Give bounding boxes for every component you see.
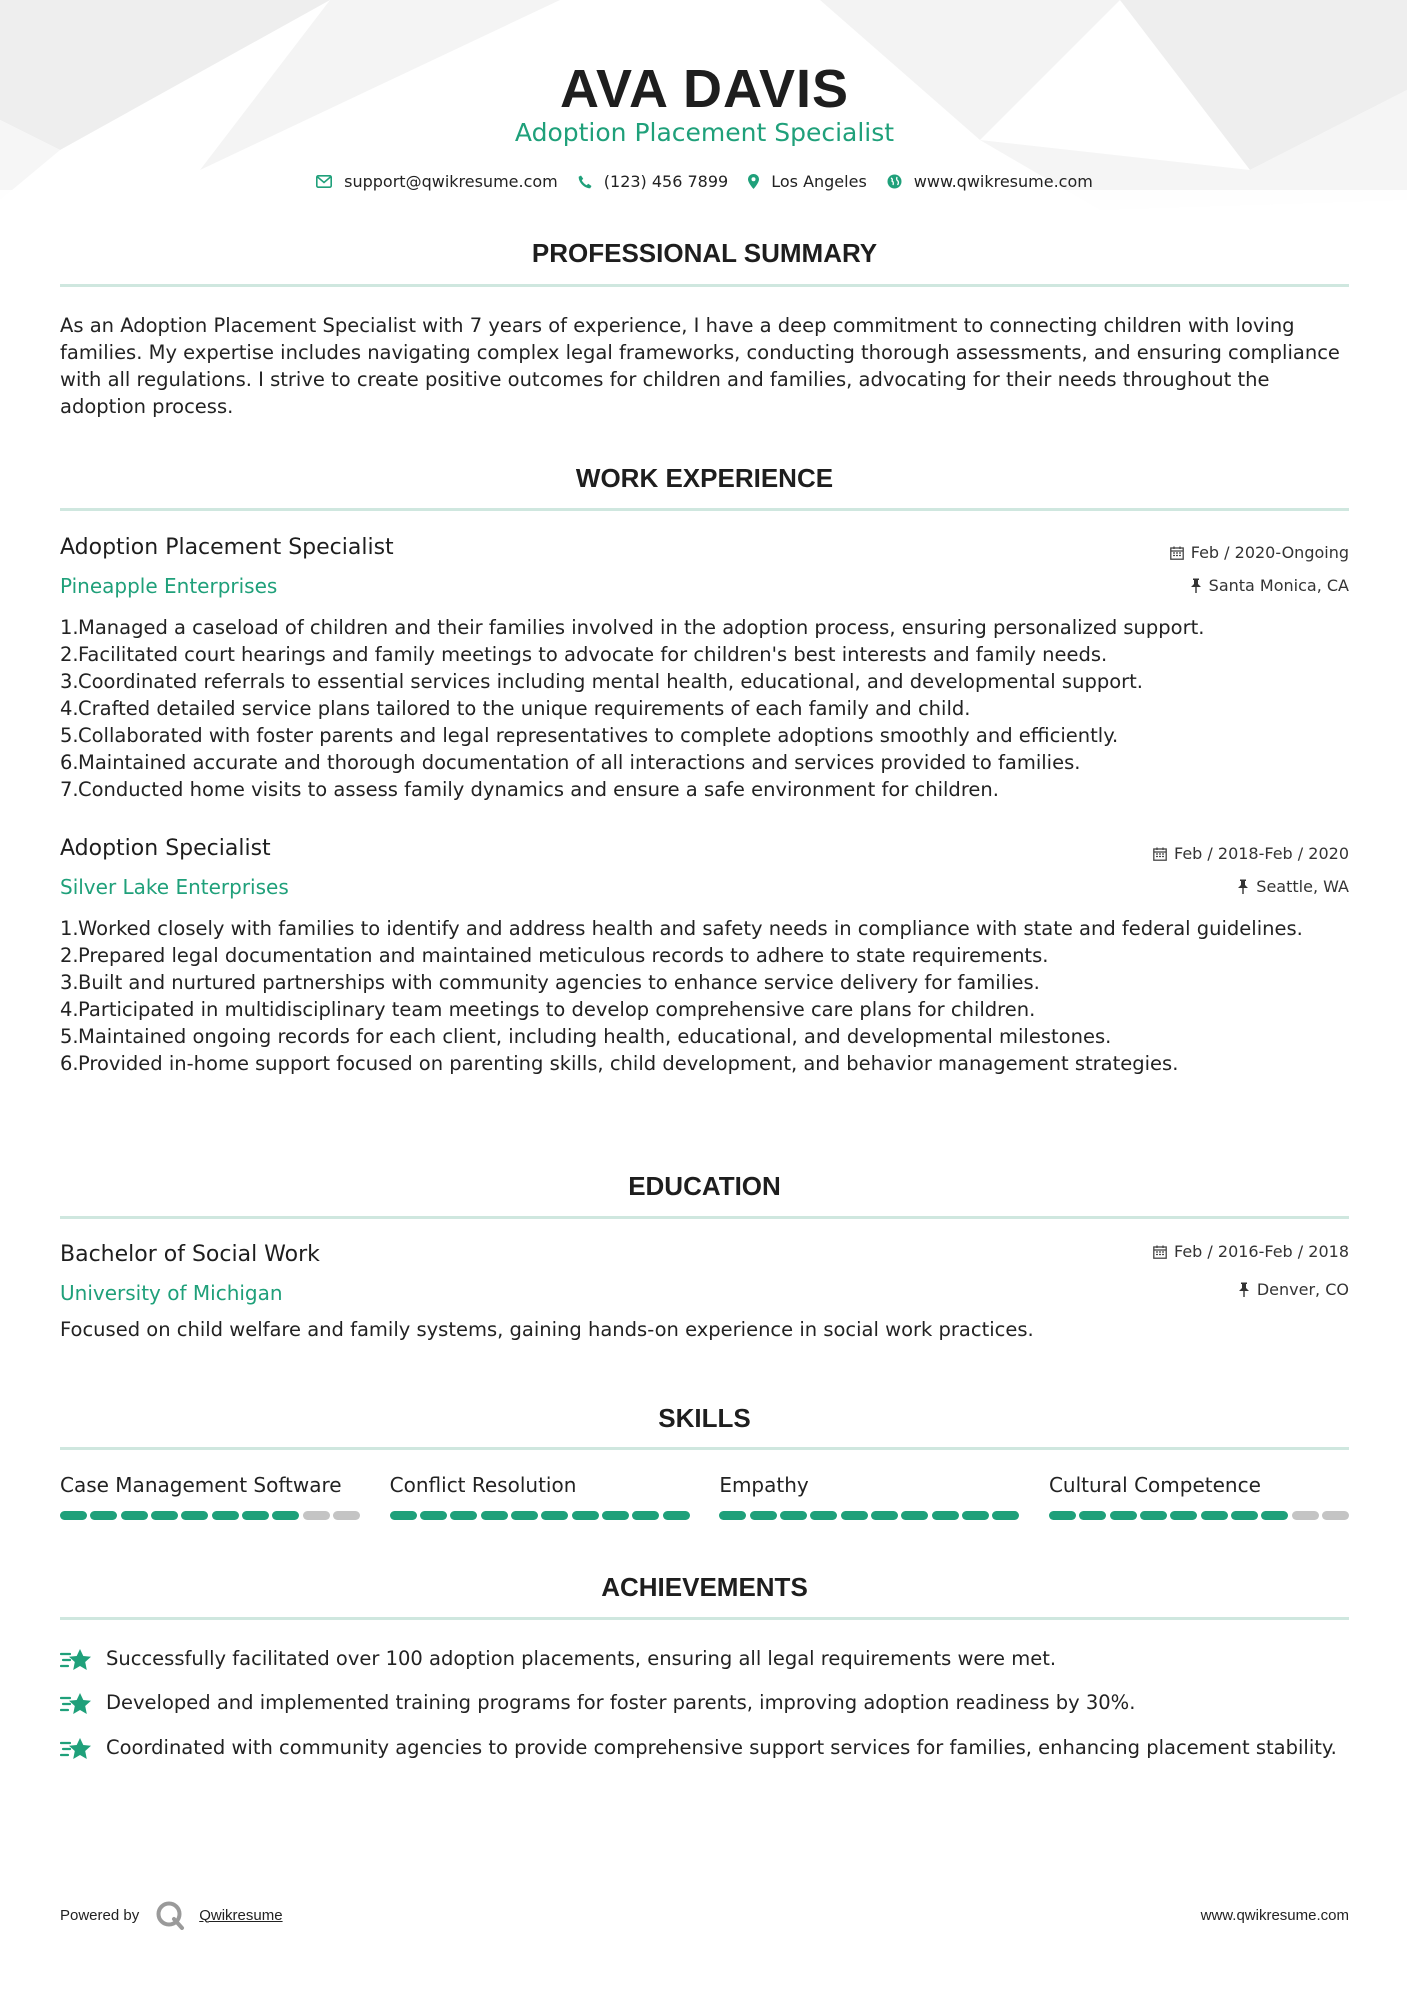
skill-rating-bar	[719, 1511, 1019, 1520]
achievement-item	[60, 1689, 1349, 1716]
education-school: University of Michigan	[60, 1281, 283, 1305]
skill-segment-filled	[750, 1511, 777, 1520]
phone-text: (123) 456 7899	[603, 172, 729, 191]
job-date-text: Feb / 2020-Ongoing	[1190, 543, 1349, 562]
skill-segment-empty	[333, 1511, 360, 1520]
skill-segment-filled	[181, 1511, 208, 1520]
skills-heading: SKILLS	[658, 1403, 751, 1433]
achievement-item	[60, 1734, 1349, 1761]
shooting-star-icon	[60, 1737, 92, 1761]
contact-email[interactable]	[316, 172, 558, 191]
list-item: Worked closely with families to identify and address health and safety needs in compliance with state and federal guidelines.	[78, 917, 1303, 940]
skill-item	[60, 1473, 360, 1520]
education-location-text: Denver, CO	[1256, 1280, 1349, 1299]
job-company: Pineapple Enterprises	[60, 574, 278, 598]
job-title: Adoption Specialist	[60, 836, 271, 861]
list-item: Coordinated referrals to essential services including mental health, educational, and developmental support.	[78, 670, 1143, 693]
skill-item	[1049, 1473, 1349, 1520]
calendar-icon	[1153, 1245, 1167, 1259]
job-date-text: Feb / 2018-Feb / 2020	[1174, 844, 1349, 863]
skill-name: Cultural Competence	[1048, 1473, 1261, 1497]
summary-divider	[60, 284, 1349, 287]
achievements-heading: ACHIEVEMENTS	[601, 1572, 808, 1602]
skill-segment-filled	[1110, 1511, 1137, 1520]
email-text: support@qwikresume.com	[344, 172, 558, 191]
footer-website[interactable]: www.qwikresume.com	[1200, 1906, 1349, 1924]
skill-segment-filled	[1231, 1511, 1258, 1520]
skill-segment-filled	[212, 1511, 239, 1520]
phone-icon	[578, 175, 592, 189]
list-item: Participated in multidisciplinary team meetings to develop comprehensive care plans for children.	[78, 998, 1036, 1021]
list-item: Provided in-home support focused on parenting skills, child development, and behavior management strategies.	[78, 1052, 1179, 1075]
contact-location	[748, 172, 867, 191]
job-location	[1237, 877, 1349, 896]
education-location	[1238, 1280, 1349, 1299]
job-title: Adoption Placement Specialist	[60, 535, 394, 560]
shooting-star-icon	[60, 1648, 92, 1672]
education-date-text: Feb / 2016-Feb / 2018	[1174, 1242, 1349, 1261]
education-degree: Bachelor of Social Work	[60, 1242, 320, 1267]
location-text: Los Angeles	[771, 172, 867, 191]
shooting-star-icon	[60, 1692, 92, 1716]
skill-item	[719, 1473, 1019, 1520]
skill-rating-bar	[60, 1511, 360, 1520]
skills-grid	[60, 1473, 1349, 1520]
skill-segment-filled	[1170, 1511, 1197, 1520]
education-description: Focused on child welfare and family systems, gaining hands-on experience in social work practices.	[60, 1318, 1034, 1341]
job-date	[1153, 844, 1349, 863]
skill-segment-filled	[541, 1511, 568, 1520]
skill-segment-filled	[992, 1511, 1019, 1520]
education-heading: EDUCATION	[628, 1171, 781, 1201]
skill-segment-filled	[390, 1511, 417, 1520]
job-company: Silver Lake Enterprises	[60, 875, 289, 899]
achievements-divider	[60, 1617, 1349, 1620]
contact-website[interactable]	[887, 172, 1093, 191]
skill-segment-filled	[90, 1511, 117, 1520]
experience-divider	[60, 508, 1349, 511]
list-item: Maintained ongoing records for each client, including health, educational, and developmental milestones.	[78, 1025, 1112, 1048]
skill-segment-filled	[1201, 1511, 1228, 1520]
skill-rating-bar	[1049, 1511, 1349, 1520]
job-location	[1190, 576, 1349, 595]
pushpin-icon	[1238, 1282, 1250, 1297]
footer-left	[60, 1900, 283, 1930]
skill-segment-filled	[272, 1511, 299, 1520]
skill-rating-bar	[390, 1511, 690, 1520]
candidate-name: AVA DAVIS	[559, 59, 850, 119]
skill-segment-filled	[663, 1511, 690, 1520]
skill-segment-filled	[151, 1511, 178, 1520]
contact-bar	[60, 172, 1349, 191]
job-date	[1170, 543, 1349, 562]
globe-icon	[887, 174, 902, 189]
skill-segment-filled	[242, 1511, 269, 1520]
calendar-icon	[1153, 847, 1167, 861]
skill-segment-filled	[1079, 1511, 1106, 1520]
qwikresume-logo-icon	[155, 1900, 185, 1930]
achievement-item	[60, 1645, 1349, 1672]
list-item: Built and nurtured partnerships with community agencies to enhance service delivery for families.	[78, 971, 1040, 994]
skill-segment-empty	[303, 1511, 330, 1520]
skill-name: Case Management Software	[60, 1473, 342, 1497]
skill-segment-filled	[450, 1511, 477, 1520]
candidate-role: Adoption Placement Specialist	[514, 118, 895, 147]
skill-segment-filled	[1049, 1511, 1076, 1520]
list-item: Facilitated court hearings and family meetings to advocate for children's best interests and family needs.	[78, 643, 1108, 666]
skill-segment-filled	[602, 1511, 629, 1520]
website-text: www.qwikresume.com	[913, 172, 1093, 191]
skill-segment-filled	[841, 1511, 868, 1520]
skill-segment-empty	[1322, 1511, 1349, 1520]
skill-segment-filled	[511, 1511, 538, 1520]
skill-segment-filled	[932, 1511, 959, 1520]
skill-segment-filled	[420, 1511, 447, 1520]
skill-segment-filled	[572, 1511, 599, 1520]
skill-segment-filled	[632, 1511, 659, 1520]
education-date	[1153, 1242, 1349, 1261]
footer	[60, 1900, 1349, 1930]
list-item: Prepared legal documentation and maintained meticulous records to adhere to state requirements.	[78, 944, 1049, 967]
skill-segment-filled	[962, 1511, 989, 1520]
skill-segment-filled	[1261, 1511, 1288, 1520]
envelope-icon	[316, 175, 332, 188]
list-item: Collaborated with foster parents and legal representatives to complete adoptions smoothly and efficiently.	[78, 724, 1119, 747]
skill-segment-filled	[810, 1511, 837, 1520]
skill-name: Conflict Resolution	[389, 1473, 577, 1497]
pushpin-icon	[1190, 578, 1202, 593]
map-pin-icon	[748, 174, 759, 189]
job-responsibilities	[60, 614, 1349, 803]
list-item: Crafted detailed service plans tailored to the unique requirements of each family and child.	[78, 697, 971, 720]
skill-segment-filled	[719, 1511, 746, 1520]
skill-segment-filled	[901, 1511, 928, 1520]
qwikresume-link[interactable]: Qwikresume	[199, 1906, 283, 1924]
pushpin-icon	[1237, 879, 1249, 894]
skill-name: Empathy	[719, 1473, 809, 1497]
skill-segment-filled	[60, 1511, 87, 1520]
powered-by-label: Powered by	[60, 1906, 140, 1924]
experience-heading: WORK EXPERIENCE	[575, 463, 834, 493]
skill-item	[390, 1473, 690, 1520]
skill-segment-filled	[481, 1511, 508, 1520]
achievement-text: Coordinated with community agencies to provide comprehensive support services for families, enhancing placement stability.	[106, 1736, 1337, 1759]
education-divider	[60, 1216, 1349, 1219]
list-item: Maintained accurate and thorough documentation of all interactions and services provided to families.	[78, 751, 1081, 774]
skill-segment-empty	[1292, 1511, 1319, 1520]
calendar-icon	[1170, 546, 1184, 560]
summary-heading: PROFESSIONAL SUMMARY	[531, 238, 878, 268]
summary-text: As an Adoption Placement Specialist with 7 years of experience, I have a deep commitment to connecting children with loving families. My expertise includes navigating complex legal frameworks, conducting thorough assessments, and ensuring compliance with all regulations. I strive to create positive outcomes for children and families, advocating for their needs throughout the adoption process.	[60, 314, 1340, 418]
skill-segment-filled	[871, 1511, 898, 1520]
job-location-text: Santa Monica, CA	[1208, 576, 1349, 595]
skills-divider	[60, 1447, 1349, 1450]
skill-segment-filled	[121, 1511, 148, 1520]
list-item: Conducted home visits to assess family dynamics and ensure a safe environment for children.	[78, 778, 999, 801]
skill-segment-filled	[1140, 1511, 1167, 1520]
list-item: Managed a caseload of children and their families involved in the adoption process, ensuring personalized support.	[78, 616, 1205, 639]
job-location-text: Seattle, WA	[1256, 877, 1349, 896]
skill-segment-filled	[780, 1511, 807, 1520]
job-responsibilities	[60, 915, 1349, 1077]
achievement-text: Developed and implemented training programs for foster parents, improving adoption readiness by 30%.	[106, 1691, 1136, 1714]
contact-phone[interactable]	[578, 172, 728, 191]
achievement-text: Successfully facilitated over 100 adoption placements, ensuring all legal requirements were met.	[106, 1647, 1057, 1670]
